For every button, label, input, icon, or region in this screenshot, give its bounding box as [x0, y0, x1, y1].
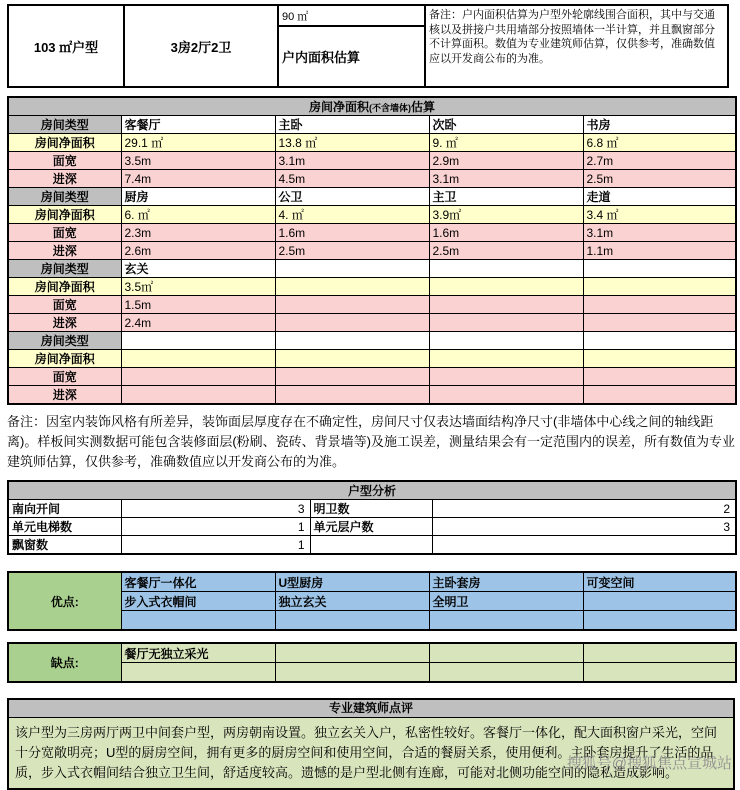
pros-label-cell: 优点:: [8, 572, 121, 630]
room-depth-row: [8, 314, 736, 332]
analysis-value-cell: 1: [121, 536, 310, 555]
pros-cell: 步入式衣帽间: [121, 592, 275, 611]
cons-cell: [429, 643, 583, 663]
room-type-cell: 主卫: [429, 188, 583, 206]
row-label-cell: 房间类型: [8, 116, 121, 134]
room-area-cell: 3.9㎡: [429, 206, 583, 224]
pros-cell: U型厨房: [275, 572, 429, 592]
room-depth-row: [8, 386, 736, 405]
room-depth-cell: 2.6m: [121, 242, 275, 260]
cons-label-cell: 缺点:: [8, 643, 121, 682]
room-type-cell: [429, 260, 583, 278]
pros-cell: [121, 611, 275, 631]
pros-cell: 主卧套房: [429, 572, 583, 592]
room-area-cell: 6. ㎡: [121, 206, 275, 224]
room-width-row: [8, 296, 736, 314]
header: [7, 4, 735, 88]
analysis-label-cell: [310, 536, 432, 555]
room-depth-cell: 2.5m: [583, 170, 736, 188]
analysis-label-cell: 明卫数: [310, 500, 432, 518]
room-area-row: [8, 206, 736, 224]
pros-cell: 客餐厅一体化: [121, 572, 275, 592]
pros-row: [8, 572, 736, 592]
row-label-cell: 房间净面积: [8, 134, 121, 152]
inner-area-box: [277, 4, 426, 88]
room-area-row: [8, 278, 736, 296]
room-width-cell: [121, 368, 275, 386]
room-type-cell: 厨房: [121, 188, 275, 206]
unit-area-title: 103 ㎡户型: [7, 4, 125, 88]
pros-cell: 独立玄关: [275, 592, 429, 611]
room-area-cell: 6.8 ㎡: [583, 134, 736, 152]
room-width-row: [8, 368, 736, 386]
analysis-header: [8, 481, 736, 500]
row-label-cell: 进深: [8, 386, 121, 405]
room-width-cell: [275, 296, 429, 314]
analysis-label-cell: 单元层户数: [310, 518, 432, 536]
row-label-cell: 进深: [8, 314, 121, 332]
room-area-cell: [429, 350, 583, 368]
inner-area-value: 90 ㎡: [279, 6, 424, 27]
room-depth-cell: [583, 386, 736, 405]
cons-cell: [583, 663, 736, 683]
measurement-note: 备注：因室内装饰风格有所差异，装饰面层厚度存在不确定性，房间尺寸仅表达墙面结构净尺寸(非墙体中心线之间的轴线距离)。样板间实测数据可能包含装修面层(粉刷、瓷砖、背景墙等)及施工误差，测量结果会有一定范围内的误差，所有数值为专业建筑师估算，仅供参考，准确数值应以开发商公布的为准。: [7, 414, 735, 469]
row-label-cell: 房间类型: [8, 188, 121, 206]
row-label-cell: 房间类型: [8, 260, 121, 278]
room-type-cell: [275, 260, 429, 278]
room-area-cell: [429, 278, 583, 296]
room-depth-cell: 2.5m: [275, 242, 429, 260]
cons-table: [7, 642, 737, 683]
room-width-cell: [583, 368, 736, 386]
analysis-label-cell: 飘窗数: [8, 536, 121, 555]
room-area-cell: [121, 350, 275, 368]
room-area-row: [8, 134, 736, 152]
row-label-cell: 房间净面积: [8, 278, 121, 296]
room-depth-cell: 3.1m: [429, 170, 583, 188]
room-type-cell: [121, 332, 275, 350]
room-type-cell: 公卫: [275, 188, 429, 206]
room-width-cell: 1.6m: [275, 224, 429, 242]
pros-table: [7, 571, 737, 631]
cons-cell: [121, 663, 275, 683]
analysis-value-cell: [432, 536, 736, 555]
room-width-cell: [275, 368, 429, 386]
room-depth-cell: 2.5m: [429, 242, 583, 260]
review-text: 该户型为三房两厅两卫中间套户型，两房朝南设置。独立玄关入户，私密性较好。客餐厅一体化，配大面积窗户采光，空间十分宽敞明亮；U型的厨房空间，拥有更多的厨房空间和使用空间，合适的餐厨关系，使用便利。主卧套房提升了生活的品质，步入式衣帽间结合独立卫生间，舒适度较高。遗憾的是户型北侧有连廊，可能对北侧功能空间的隐私造成影响。: [9, 718, 733, 788]
room-depth-cell: [121, 386, 275, 405]
row-label-cell: 面宽: [8, 224, 121, 242]
cons-cell: [429, 663, 583, 683]
room-area-cell: 13.8 ㎡: [275, 134, 429, 152]
row-label-cell: 面宽: [8, 368, 121, 386]
room-depth-cell: 4.5m: [275, 170, 429, 188]
room-depth-cell: [275, 314, 429, 332]
room-type-cell: [275, 332, 429, 350]
watermark: 搜狐号@搜狐焦点宣城站: [566, 755, 732, 772]
room-area-cell: 29.1 ㎡: [121, 134, 275, 152]
room-type-cell: 书房: [583, 116, 736, 134]
pros-cell: [583, 611, 736, 631]
room-width-cell: [429, 368, 583, 386]
room-table-title-suffix: 估算: [411, 100, 436, 114]
room-type-cell: 客餐厅: [121, 116, 275, 134]
review-section: [7, 698, 735, 790]
room-type-cell: 走道: [583, 188, 736, 206]
room-area-cell: [275, 350, 429, 368]
pros-cell: 可变空间: [583, 572, 736, 592]
analysis-row: [8, 536, 736, 555]
room-type-cell: 次卧: [429, 116, 583, 134]
room-depth-cell: 2.4m: [121, 314, 275, 332]
room-width-row: [8, 152, 736, 170]
room-type-cell: [583, 260, 736, 278]
room-area-cell: 3.4 ㎡: [583, 206, 736, 224]
room-depth-row: [8, 170, 736, 188]
row-label-cell: 房间类型: [8, 332, 121, 350]
pros-cell: 全明卫: [429, 592, 583, 611]
analysis-title: 户型分析: [8, 481, 736, 500]
row-label-cell: 面宽: [8, 296, 121, 314]
room-area-cell: 9. ㎡: [429, 134, 583, 152]
analysis-row: [8, 518, 736, 536]
room-width-cell: [583, 296, 736, 314]
room-width-cell: 1.6m: [429, 224, 583, 242]
cons-cell: 餐厅无独立采光: [121, 643, 275, 663]
room-area-cell: 4. ㎡: [275, 206, 429, 224]
cons-row: [8, 643, 736, 663]
room-depth-cell: [583, 314, 736, 332]
room-width-cell: 1.5m: [121, 296, 275, 314]
analysis-value-cell: 2: [432, 500, 736, 518]
room-width-cell: 2.3m: [121, 224, 275, 242]
analysis-value-cell: 1: [121, 518, 310, 536]
room-area-table: [7, 96, 737, 405]
row-label-cell: 房间净面积: [8, 206, 121, 224]
room-area-cell: [275, 278, 429, 296]
header-remark: 备注：户内面积估算为户型外轮廓线围合面积，其中与交通核以及拼接户共用墙部分按照墙体一半计算，并且飘窗部分不计算面积。数值为专业建筑师估算，仅供参考，准确数值应以开发商公布的为准。: [424, 4, 729, 88]
room-area-cell: [583, 350, 736, 368]
cons-cell: [583, 643, 736, 663]
room-type-cell: 玄关: [121, 260, 275, 278]
layout-analysis-table: [7, 480, 737, 555]
analysis-row: [8, 500, 736, 518]
pros-cell: [583, 592, 736, 611]
room-table-title-small: (不含墙体): [369, 103, 412, 113]
analysis-label-cell: 南向开间: [8, 500, 121, 518]
room-area-cell: [583, 278, 736, 296]
review-title: 专业建筑师点评: [9, 700, 733, 718]
analysis-value-cell: 3: [432, 518, 736, 536]
unit-layout: 3房2厅2卫: [123, 4, 279, 88]
room-area-cell: 3.5㎡: [121, 278, 275, 296]
room-area-row: [8, 350, 736, 368]
room-table-title-main: 房间净面积: [309, 100, 370, 114]
analysis-label-cell: 单元电梯数: [8, 518, 121, 536]
room-table-header: [8, 97, 736, 116]
inner-area-label: 户内面积估算: [282, 50, 361, 65]
room-type-row: [8, 260, 736, 278]
row-label-cell: 进深: [8, 242, 121, 260]
analysis-value-cell: 3: [121, 500, 310, 518]
pros-cell: [275, 611, 429, 631]
room-width-row: [8, 224, 736, 242]
room-width-cell: 2.7m: [583, 152, 736, 170]
room-depth-cell: [429, 314, 583, 332]
room-depth-row: [8, 242, 736, 260]
row-label-cell: 进深: [8, 170, 121, 188]
room-width-cell: [429, 296, 583, 314]
room-type-cell: 主卧: [275, 116, 429, 134]
room-depth-cell: [275, 386, 429, 405]
room-type-row: [8, 188, 736, 206]
room-type-cell: [429, 332, 583, 350]
room-type-row: [8, 332, 736, 350]
room-depth-cell: 7.4m: [121, 170, 275, 188]
row-label-cell: 房间净面积: [8, 350, 121, 368]
room-width-cell: 3.1m: [275, 152, 429, 170]
room-width-cell: 3.1m: [583, 224, 736, 242]
cons-cell: [275, 663, 429, 683]
pros-cell: [429, 611, 583, 631]
room-width-cell: 2.9m: [429, 152, 583, 170]
room-depth-cell: 1.1m: [583, 242, 736, 260]
room-type-row: [8, 116, 736, 134]
room-width-cell: 3.5m: [121, 152, 275, 170]
room-table-title: [8, 97, 736, 116]
room-type-cell: [583, 332, 736, 350]
row-label-cell: 面宽: [8, 152, 121, 170]
room-depth-cell: [429, 386, 583, 405]
cons-cell: [275, 643, 429, 663]
